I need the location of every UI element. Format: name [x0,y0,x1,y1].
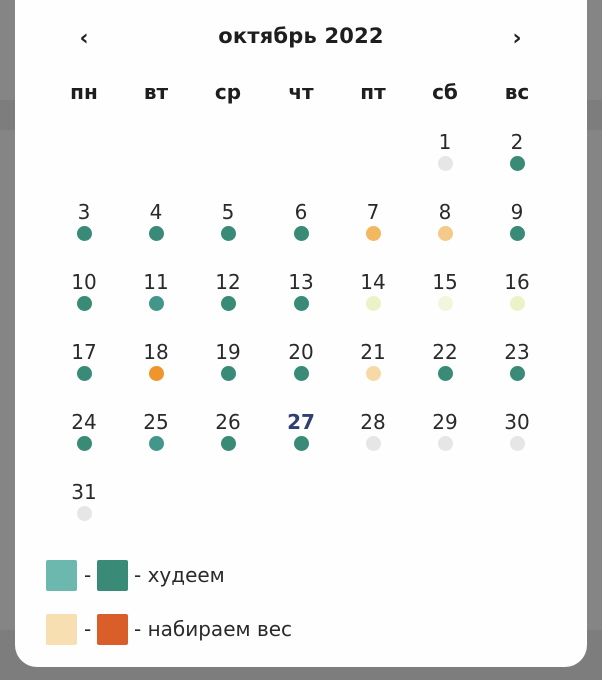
weekday-label: сб [432,80,458,104]
chevron-right-icon: › [512,26,522,51]
day-cell[interactable] [54,480,114,536]
day-status-dot [294,296,309,311]
day-number: 10 [71,270,97,294]
day-cell[interactable] [343,200,403,256]
day-number: 8 [438,200,452,224]
day-number: 5 [221,200,235,224]
day-number: 16 [504,270,530,294]
day-number: 6 [294,200,308,224]
day-number: 18 [143,340,169,364]
day-cell[interactable] [126,410,186,466]
day-number: 28 [360,410,386,434]
weekday-label: вс [504,80,530,104]
day-number: 23 [504,340,530,364]
day-status-dot [221,296,236,311]
day-status-dot [366,296,381,311]
day-number: 22 [432,340,458,364]
day-cell[interactable] [343,270,403,326]
day-cell[interactable] [415,270,475,326]
legend-swatch-light [46,560,77,591]
day-number: 2 [510,130,524,154]
day-status-dot [149,296,164,311]
day-status-dot [438,296,453,311]
day-status-dot [149,226,164,241]
day-status-dot [510,226,525,241]
legend-label: - набираем вес [134,617,293,641]
day-status-dot [510,296,525,311]
legend-label: - худеем [134,563,225,587]
day-cell[interactable] [271,270,331,326]
day-cell[interactable] [126,270,186,326]
weekday-label: пн [70,80,98,104]
day-number: 14 [360,270,386,294]
legend-swatch-dark [97,614,128,645]
day-cell[interactable] [54,270,114,326]
day-number: 13 [288,270,314,294]
day-number: 1 [438,130,452,154]
day-status-dot [77,226,92,241]
day-status-dot [438,156,453,171]
day-status-dot [438,436,453,451]
day-cell[interactable] [415,130,475,186]
day-status-dot [77,506,92,521]
day-number: 15 [432,270,458,294]
day-number: 12 [215,270,241,294]
day-cell[interactable] [198,270,258,326]
day-cell[interactable] [198,200,258,256]
chevron-left-icon: ‹ [79,26,89,51]
day-cell[interactable] [54,200,114,256]
day-status-dot [149,436,164,451]
day-cell[interactable] [198,410,258,466]
day-cell[interactable] [487,200,547,256]
day-number: 9 [510,200,524,224]
day-cell[interactable] [54,410,114,466]
weekday-label: вт [143,80,169,104]
day-status-dot [366,436,381,451]
day-status-dot [77,296,92,311]
day-cell[interactable] [487,270,547,326]
day-cell[interactable] [343,410,403,466]
day-number: 17 [71,340,97,364]
day-number: 11 [143,270,169,294]
day-status-dot [366,226,381,241]
day-number: 27 [287,410,315,434]
day-number: 7 [366,200,380,224]
day-status-dot [294,366,309,381]
next-month-button[interactable] [502,24,532,54]
day-status-dot [510,366,525,381]
legend-separator: - [84,563,92,587]
day-status-dot [77,366,92,381]
day-cell[interactable] [415,340,475,396]
day-number: 29 [432,410,458,434]
legend-swatch-light [46,614,77,645]
day-number: 19 [215,340,241,364]
day-number: 31 [71,480,97,504]
day-cell[interactable] [415,410,475,466]
day-status-dot [510,436,525,451]
day-status-dot [510,156,525,171]
day-status-dot [221,366,236,381]
day-number: 20 [288,340,314,364]
legend-swatch-dark [97,560,128,591]
legend-separator: - [84,617,92,641]
day-status-dot [294,436,309,451]
day-cell[interactable] [343,340,403,396]
day-cell[interactable] [415,200,475,256]
weekday-label: чт [288,80,314,104]
day-status-dot [221,436,236,451]
day-cell[interactable] [271,340,331,396]
day-cell[interactable] [126,340,186,396]
day-number: 25 [143,410,169,434]
day-number: 26 [215,410,241,434]
day-cell[interactable] [198,340,258,396]
day-status-dot [366,366,381,381]
day-cell[interactable] [487,340,547,396]
day-cell[interactable] [271,410,331,466]
day-cell[interactable] [54,340,114,396]
day-cell[interactable] [126,200,186,256]
month-title: октябрь 2022 [218,24,384,48]
day-status-dot [221,226,236,241]
day-cell[interactable] [271,200,331,256]
day-cell[interactable] [487,130,547,186]
day-status-dot [438,366,453,381]
day-status-dot [149,366,164,381]
day-number: 3 [77,200,91,224]
day-number: 21 [360,340,386,364]
day-status-dot [294,226,309,241]
day-number: 4 [149,200,163,224]
day-number: 30 [504,410,530,434]
day-cell[interactable] [487,410,547,466]
day-number: 24 [71,410,97,434]
day-status-dot [438,226,453,241]
day-status-dot [77,436,92,451]
calendar-header [0,0,602,80]
weekday-label: пт [360,80,386,104]
weekday-label: ср [214,80,242,104]
